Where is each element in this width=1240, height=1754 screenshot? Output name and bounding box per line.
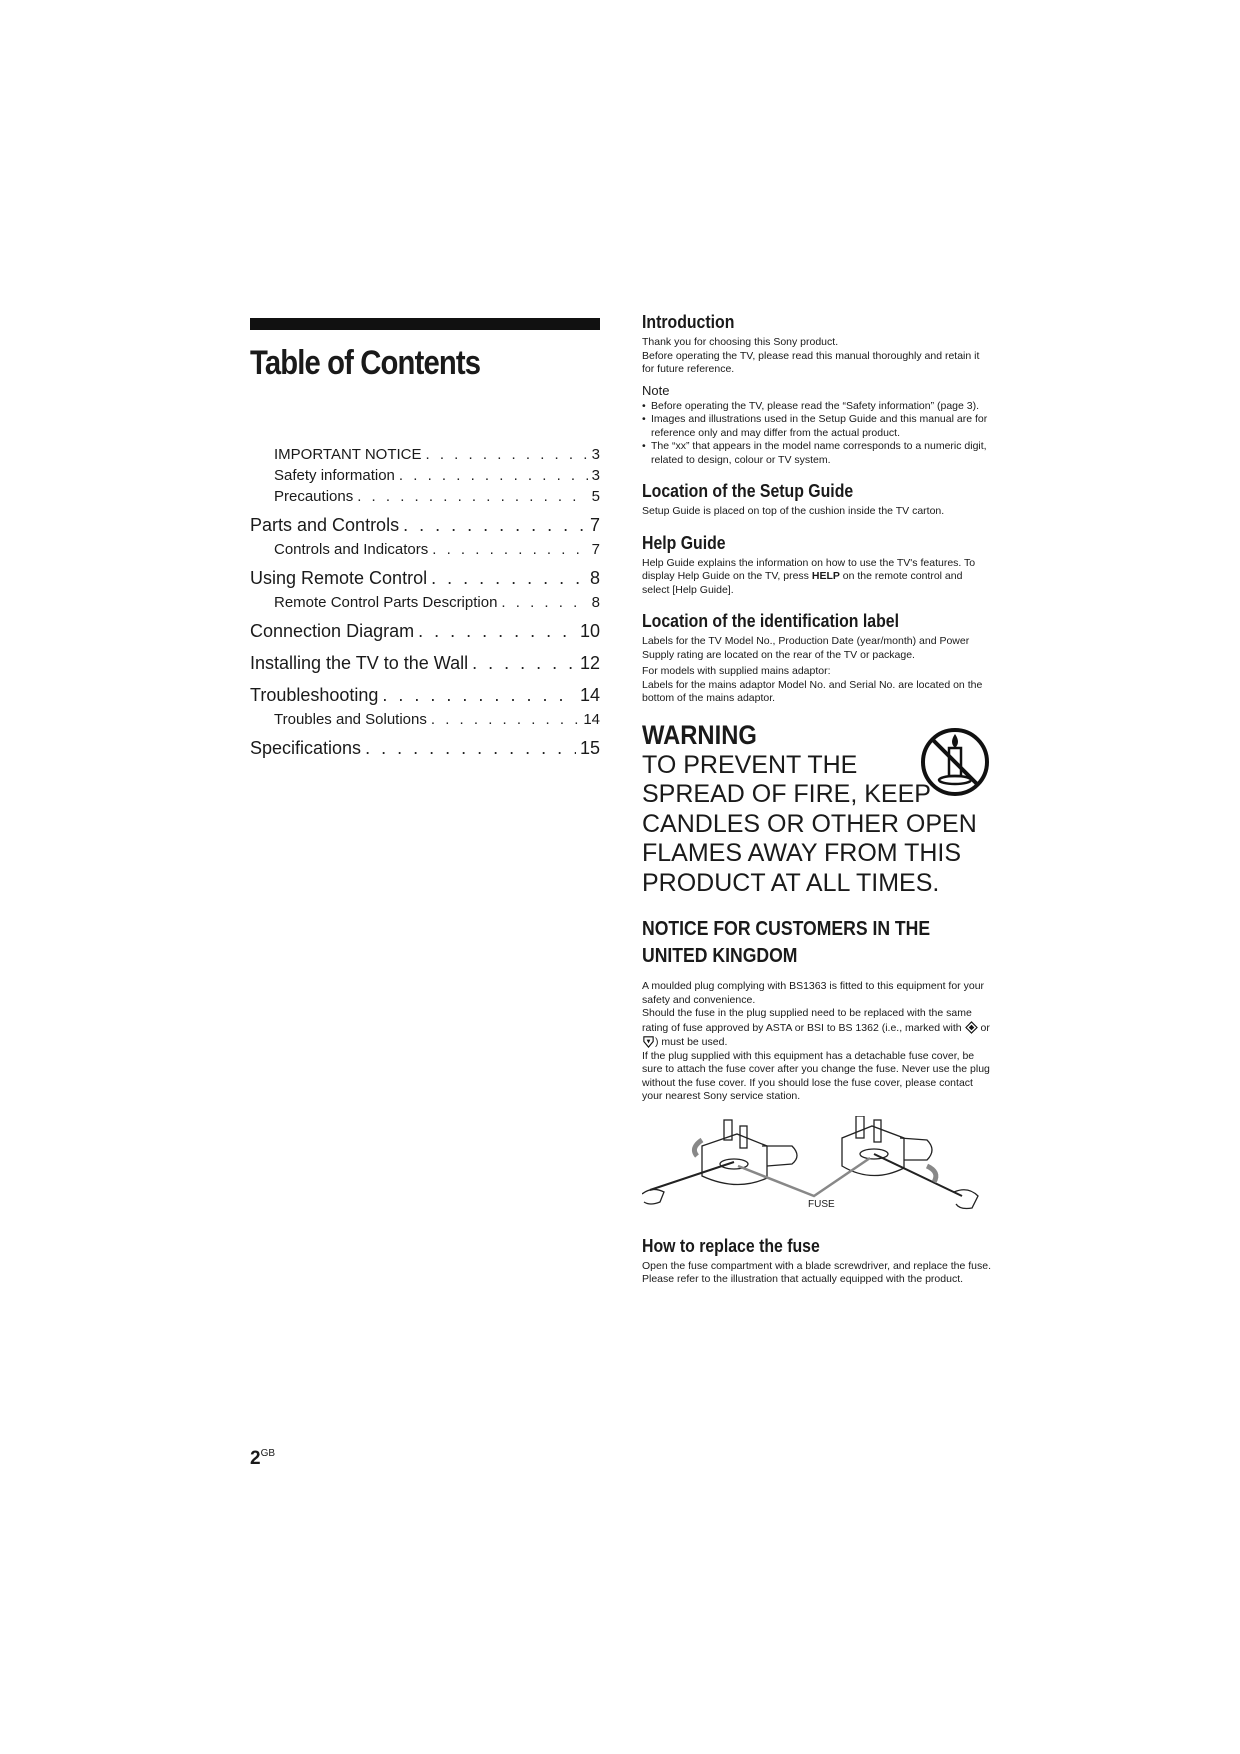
toc-entry-using-remote-control[interactable]: Using Remote Control . . . 8 xyxy=(250,568,600,594)
page-number: $2^{GB}$ xyxy=(250,1448,276,1469)
toc-entry-troubles-and-solutions[interactable]: Troubles and Solutions . . . 14 xyxy=(250,711,600,732)
warning-text: TO PREVENT THE SPREAD OF FIRE, KEEP CANDLES OR OTHER OPEN FLAMES AWAY FROM THIS PRODUCT AT ALL TIMES. xyxy=(642,750,977,897)
uk-notice-para2: Should the fuse in the plug supplied need to be replaced with the same rating of fuse approved by ASTA or BSI to BS 1362 (i.e., marked with or ) must be used. xyxy=(642,1007,990,1048)
toc-title: Table of Contents xyxy=(250,344,481,382)
note-item: • The “xx” that appears in the model name corresponds to a numeric digit, related to design, colour or TV system. xyxy=(642,440,992,467)
uk-notice-section xyxy=(642,916,992,1226)
help-guide-section xyxy=(642,533,992,598)
note-item: • Before operating the TV, please read the “Safety information” (page 3). xyxy=(642,400,992,414)
replace-fuse-text2: Please refer to the illustration that actually equipped with the product. xyxy=(642,1273,964,1285)
uk-notice-para1: A moulded plug complying with BS1363 is fitted to this equipment for your safety and convenience. xyxy=(642,980,985,1006)
toc-entry-connection-diagram[interactable]: Connection Diagram . . . 10 xyxy=(250,621,600,647)
id-label-text2: For models with supplied mains adaptor: xyxy=(642,665,831,677)
uk-notice-para3: If the plug supplied with this equipment has a detachable fuse cover, be sure to attach the fuse cover after you change the fuse. Never use the plug without the fuse cover. If you should lose the fuse cover, please contact your nearest Sony service station. xyxy=(642,1049,990,1102)
toc-entry-specifications[interactable]: Specifications . . . 15 xyxy=(250,738,600,764)
replace-fuse-section xyxy=(642,1236,992,1287)
note-title: Note xyxy=(642,382,670,398)
introduction-line1: Thank you for choosing this Sony product. xyxy=(642,336,839,348)
toc-entry-remote-control-parts[interactable]: Remote Control Parts Description . . . 8 xyxy=(250,594,600,615)
fuse-replacement-illustration xyxy=(642,1116,992,1226)
toc-header-bar xyxy=(250,318,600,330)
toc-column xyxy=(250,318,600,758)
introduction-line2: Before operating the TV, please read this manual thoroughly and retain it for future reference. xyxy=(642,349,980,375)
replace-fuse-text1: Open the fuse compartment with a blade screwdriver, and replace the fuse. xyxy=(642,1259,992,1272)
toc-entry-troubleshooting[interactable]: Troubleshooting . . . 14 xyxy=(250,685,600,711)
bsi-kitemark-icon xyxy=(642,1035,655,1048)
note-list xyxy=(642,400,992,468)
toc-entry-safety-information[interactable]: Safety information . . . 3 xyxy=(250,467,600,488)
content-column xyxy=(642,312,992,1301)
uk-notice-title: NOTICE FOR CUSTOMERS IN THE UNITED KINGDOM xyxy=(642,918,931,967)
help-button-name: HELP xyxy=(811,570,840,582)
toc-entry-precautions[interactable]: Precautions . . . 5 xyxy=(250,488,600,509)
asta-mark-icon xyxy=(965,1021,978,1034)
warning-title: WARNING xyxy=(642,719,757,750)
introduction-section xyxy=(642,312,992,467)
toc-entry-parts-and-controls[interactable]: Parts and Controls . . . 7 xyxy=(250,515,600,541)
help-guide-title: Help Guide xyxy=(642,532,726,553)
id-label-title: Location of the identification label xyxy=(642,611,899,631)
id-label-section xyxy=(642,611,992,706)
setup-guide-text: Setup Guide is placed on top of the cushion inside the TV carton. xyxy=(642,505,945,517)
help-guide-text: Help Guide explains the information on how to use the TV's features. To display Help Guide on the TV, press HELP on the remote control and select [Help Guide]. xyxy=(642,556,976,596)
toc-entry-installing-tv-wall[interactable]: Installing the TV to the Wall . . . 12 xyxy=(250,653,600,679)
page-number-suffix: GB xyxy=(260,1448,276,1459)
replace-fuse-title: How to replace the fuse xyxy=(642,1235,820,1256)
id-label-text1: Labels for the TV Model No., Production Date (year/month) and Power Supply rating are located on the rear of the TV or package. xyxy=(642,635,970,661)
setup-guide-title: Location of the Setup Guide xyxy=(642,481,854,501)
introduction-title: Introduction xyxy=(642,312,735,332)
no-candle-icon xyxy=(920,726,990,798)
note-item: • Images and illustrations used in the Setup Guide and this manual are for reference only and may differ from the actual product. xyxy=(642,413,992,440)
id-label-text3: Labels for the mains adaptor Model No. and Serial No. are located on the bottom of the mains adaptor. xyxy=(642,678,983,704)
warning-block xyxy=(642,720,992,899)
toc-entry-controls-and-indicators[interactable]: Controls and Indicators . . . 7 xyxy=(250,541,600,562)
setup-guide-section xyxy=(642,481,992,519)
fuse-label: FUSE xyxy=(808,1198,835,1210)
toc-list xyxy=(250,446,600,764)
toc-entry-important-notice[interactable]: IMPORTANT NOTICE . . . 3 xyxy=(250,446,600,467)
